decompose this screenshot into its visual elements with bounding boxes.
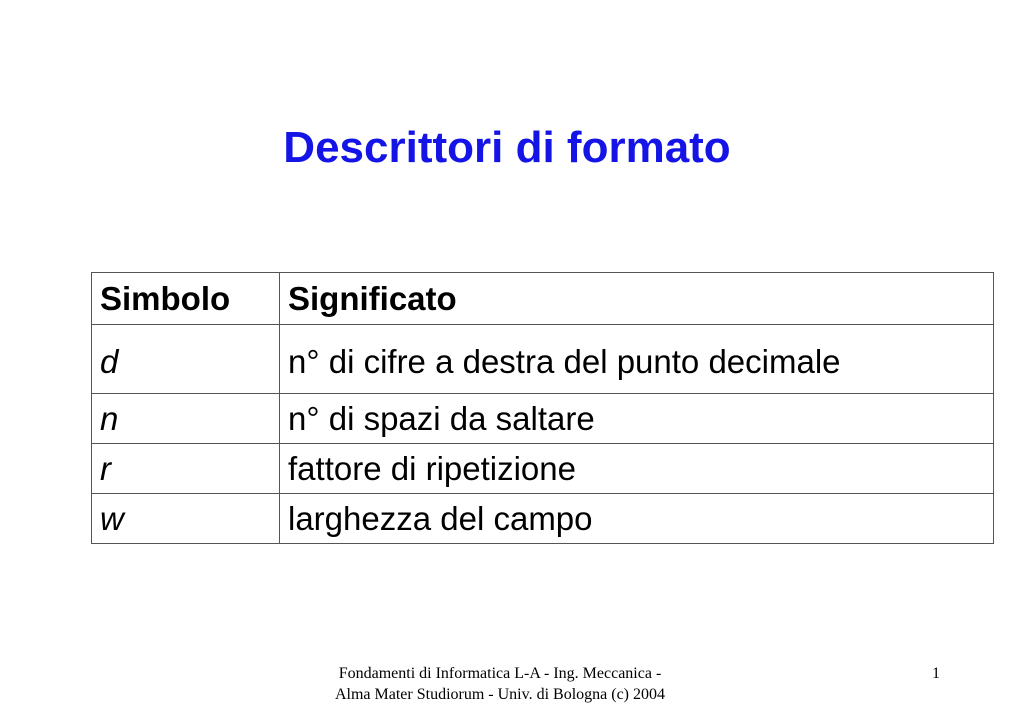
symbol-cell: n bbox=[92, 394, 280, 444]
column-header-symbol: Simbolo bbox=[92, 273, 280, 325]
meaning-cell: fattore di ripetizione bbox=[280, 444, 994, 494]
footer-university-line: Alma Mater Studiorum - Univ. di Bologna (c) 2004 bbox=[334, 686, 666, 703]
table-row bbox=[92, 444, 994, 494]
format-descriptors-table bbox=[91, 272, 994, 544]
column-header-meaning: Significato bbox=[280, 273, 994, 325]
meaning-cell: larghezza del campo bbox=[280, 494, 994, 544]
table-row bbox=[92, 325, 994, 394]
slide-footer bbox=[300, 663, 700, 705]
table-row bbox=[92, 494, 994, 544]
meaning-cell: n° di cifre a destra del punto decimale bbox=[280, 325, 994, 394]
symbol-cell: r bbox=[92, 444, 280, 494]
meaning-cell: n° di spazi da saltare bbox=[280, 394, 994, 444]
symbol-cell: d bbox=[92, 325, 280, 394]
table-header-row bbox=[92, 273, 994, 325]
page-number: 1 bbox=[932, 665, 940, 682]
table-row bbox=[92, 394, 994, 444]
slide-title: Descrittori di formato bbox=[283, 123, 731, 172]
footer-course-line: Fondamenti di Informatica L-A - Ing. Meccanica - bbox=[338, 665, 662, 682]
symbol-cell: w bbox=[92, 494, 280, 544]
